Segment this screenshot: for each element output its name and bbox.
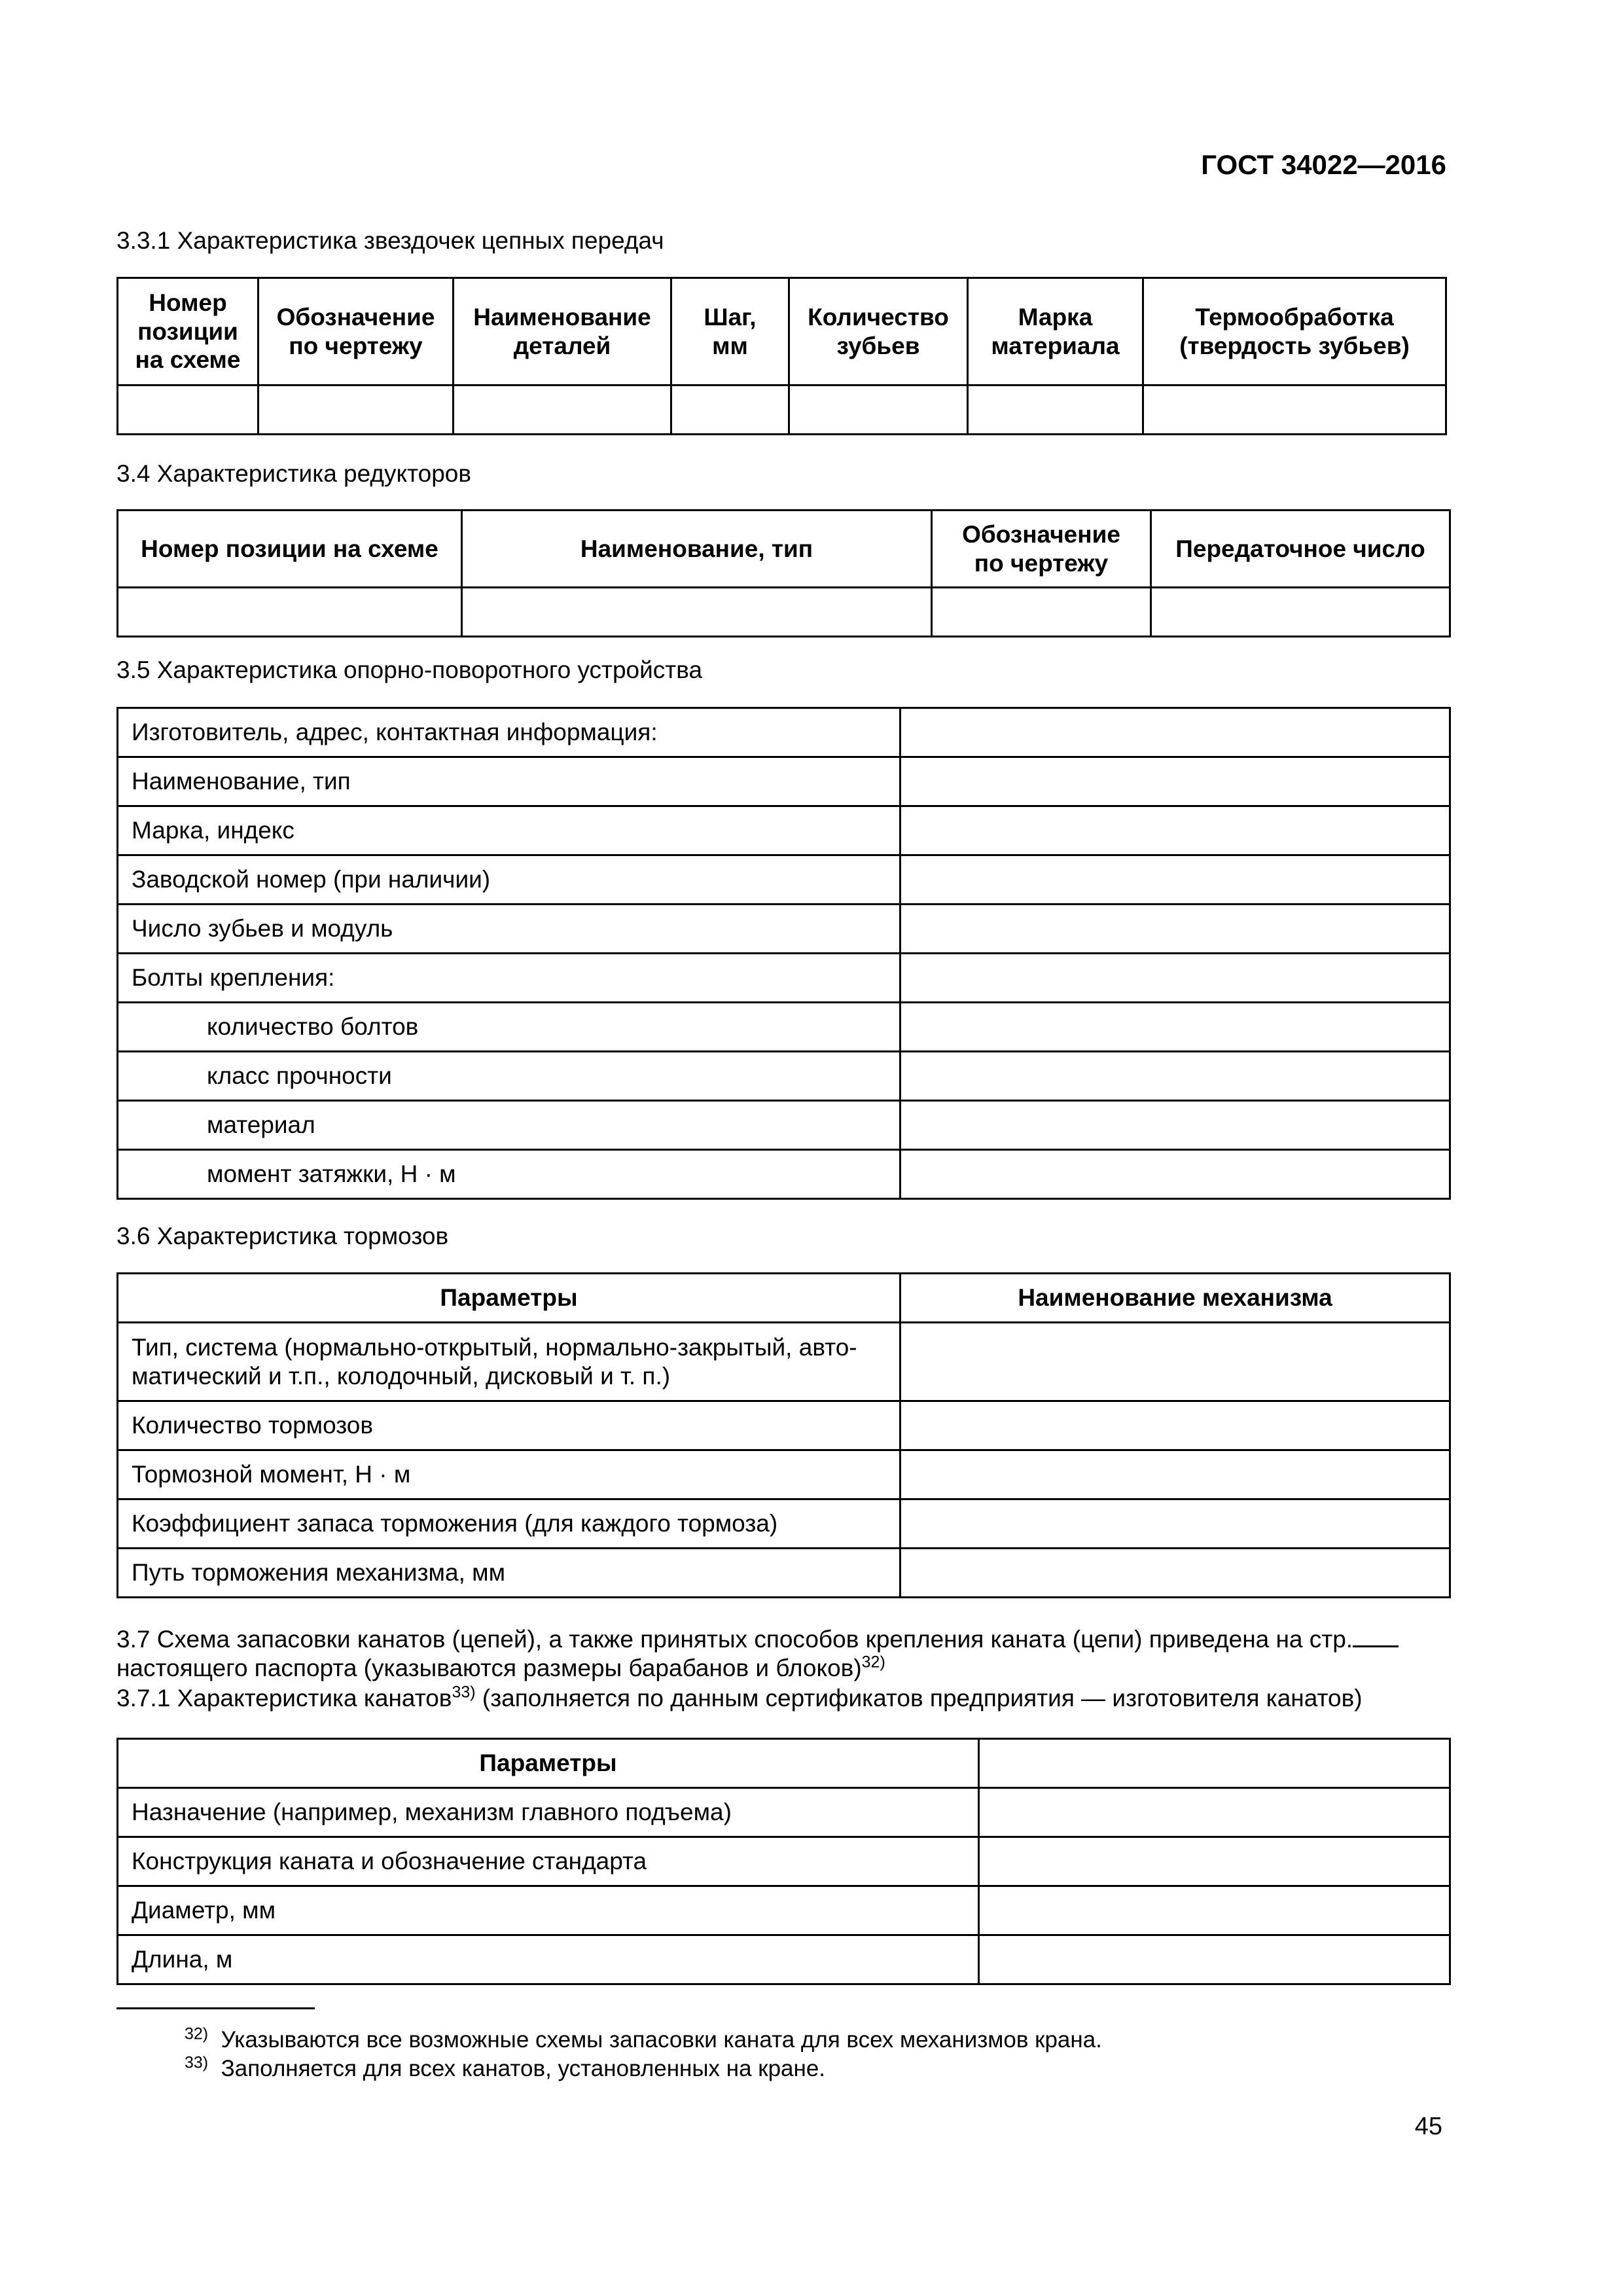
row-label: Наименование, тип [118, 757, 901, 806]
section-3-3-1-caption: 3.3.1 Характеристика звездочек цепных передач [116, 227, 664, 254]
input-cell[interactable] [454, 386, 671, 435]
input-cell[interactable] [901, 1401, 1450, 1450]
col-part-name: Наименование деталей [454, 278, 671, 386]
slewing-device-table [116, 707, 1451, 1200]
row-label: Конструкция каната и обозначение стандарта [118, 1837, 979, 1886]
section-3-7-line2-text: настоящего паспорта (указываются размеры барабанов и блоков) [116, 1655, 862, 1681]
row-label: Марка, индекс [118, 806, 901, 855]
section-3-4-caption: 3.4 Характеристика редукторов [116, 460, 472, 487]
section-3-6-caption: 3.6 Характеристика тормозов [116, 1223, 449, 1249]
col-heat-treatment: Термообработка (твердость зубьев) [1143, 278, 1446, 386]
input-cell[interactable] [1143, 386, 1446, 435]
section-3-5-caption: 3.5 Характеристика опорно-поворотного устройства [116, 656, 703, 683]
footnote-ref-32[interactable]: 32) [861, 1653, 885, 1672]
input-cell[interactable] [901, 1101, 1450, 1150]
input-cell[interactable] [462, 588, 932, 637]
col-teeth-count: Количество зубьев [789, 278, 968, 386]
col-gear-ratio: Передаточное число [1151, 511, 1450, 588]
footnote-ref-33[interactable]: 33) [452, 1683, 476, 1702]
col-parameters: Параметры [118, 1739, 979, 1788]
input-cell[interactable] [259, 386, 454, 435]
section-3-7-line2 [116, 1655, 885, 1682]
row-label: момент затяжки, Н · м [118, 1150, 901, 1199]
row-label: Количество тормозов [118, 1401, 901, 1450]
input-cell[interactable] [901, 757, 1450, 806]
row-label: Болты крепления: [118, 954, 901, 1003]
input-cell[interactable] [901, 1323, 1450, 1401]
footnote-mark: 33) [185, 2053, 209, 2072]
col-material-grade: Марка материала [968, 278, 1143, 386]
row-label: Длина, м [118, 1935, 979, 1984]
input-cell[interactable] [979, 1886, 1450, 1935]
input-cell[interactable] [901, 1052, 1450, 1101]
footnote-mark: 32) [185, 2024, 209, 2043]
col-name-type: Наименование, тип [462, 511, 932, 588]
footnote-separator [116, 2007, 315, 2009]
input-cell[interactable] [789, 386, 968, 435]
document-header: ГОСТ 34022—2016 [1201, 149, 1446, 180]
col-value [979, 1739, 1450, 1788]
page-number: 45 [1414, 2113, 1442, 2140]
footnote-text: Заполняется для всех канатов, установленных на кране. [221, 2056, 826, 2081]
row-label: Заводской номер (при наличии) [118, 855, 901, 905]
row-label: Число зубьев и модуль [118, 905, 901, 954]
input-cell[interactable] [901, 954, 1450, 1003]
row-label: Диаметр, мм [118, 1886, 979, 1935]
input-cell[interactable] [1151, 588, 1450, 637]
input-cell[interactable] [901, 1003, 1450, 1052]
sprockets-table [116, 277, 1447, 435]
row-label: Назначение (например, механизм главного подъема) [118, 1788, 979, 1837]
row-label: Изготовитель, адрес, контактная информация: [118, 708, 901, 757]
section-3-7-1-text-b: (заполняется по данным сертификатов предприятия — изготовителя канатов) [475, 1685, 1363, 1712]
col-pitch: Шаг, мм [671, 278, 789, 386]
col-drawing-designation: Обозначение по чертежу [932, 511, 1151, 588]
input-cell[interactable] [901, 855, 1450, 905]
input-cell[interactable] [968, 386, 1143, 435]
footnote-33 [185, 2053, 826, 2082]
input-cell[interactable] [901, 1499, 1450, 1549]
row-label: Тип, система (нормально-открытый, нормально-закрытый, авто-матический и т.п., колодочный, дисковый и т. п.) [118, 1323, 901, 1401]
row-label: количество болтов [118, 1003, 901, 1052]
footnote-text: Указываются все возможные схемы запасовки каната для всех механизмов крана. [221, 2027, 1102, 2053]
input-cell[interactable] [901, 1549, 1450, 1598]
col-drawing-designation: Обозначение по чертежу [259, 278, 454, 386]
section-3-7-1-caption [116, 1685, 1363, 1712]
page-reference-blank[interactable] [1353, 1626, 1399, 1647]
input-cell[interactable] [118, 588, 462, 637]
input-cell[interactable] [979, 1788, 1450, 1837]
col-parameters: Параметры [118, 1274, 901, 1323]
col-position: Номер позиции на схеме [118, 278, 259, 386]
section-3-7-line1: 3.7 Схема запасовки канатов (цепей), а также принятых способов крепления каната (цепи) приведена на стр. [116, 1626, 1353, 1653]
input-cell[interactable] [932, 588, 1151, 637]
section-3-7-1-text-a: 3.7.1 Характеристика канатов [116, 1685, 452, 1712]
input-cell[interactable] [118, 386, 259, 435]
row-label: Тормозной момент, Н · м [118, 1450, 901, 1499]
input-cell[interactable] [901, 905, 1450, 954]
section-3-7-text [116, 1626, 1399, 1653]
input-cell[interactable] [901, 1450, 1450, 1499]
row-label: Коэффициент запаса торможения (для каждого тормоза) [118, 1499, 901, 1549]
footnote-32 [185, 2024, 1102, 2053]
row-label: материал [118, 1101, 901, 1150]
input-cell[interactable] [901, 708, 1450, 757]
ropes-table [116, 1738, 1451, 1985]
input-cell[interactable] [979, 1837, 1450, 1886]
row-label: класс прочности [118, 1052, 901, 1101]
input-cell[interactable] [979, 1935, 1450, 1984]
input-cell[interactable] [671, 386, 789, 435]
brakes-table [116, 1272, 1451, 1598]
col-position: Номер позиции на схеме [118, 511, 462, 588]
row-label: Путь торможения механизма, мм [118, 1549, 901, 1598]
input-cell[interactable] [901, 806, 1450, 855]
reducers-table [116, 509, 1451, 637]
input-cell[interactable] [901, 1150, 1450, 1199]
col-mechanism-name: Наименование механизма [901, 1274, 1450, 1323]
